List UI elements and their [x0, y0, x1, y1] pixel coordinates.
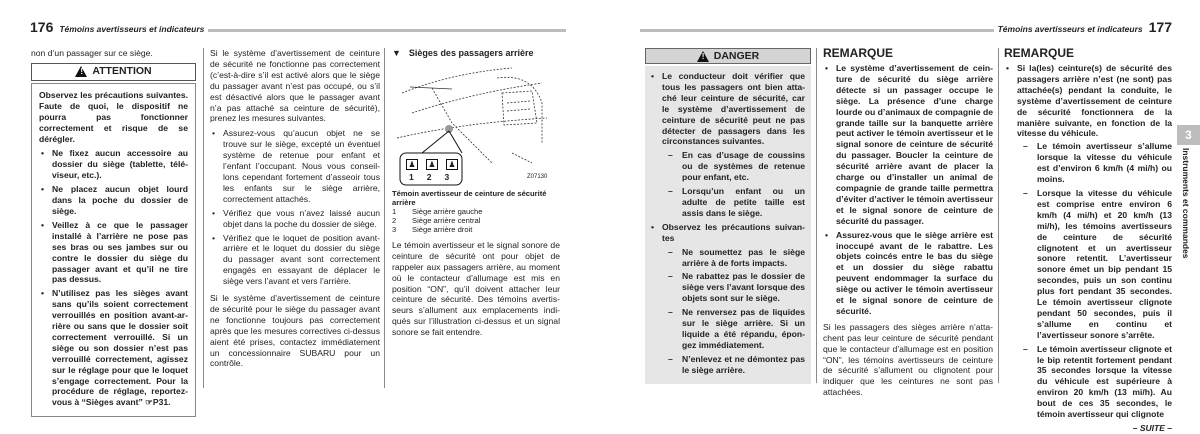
legend-item: 3 Siège arrière droit: [392, 224, 473, 234]
subsection-heading: [392, 48, 560, 59]
sub-list-item: – N’enlevez et ne démontez pas le siège arrière.: [662, 354, 805, 376]
list-item: • Vérifiez que vous n’avez laissé aucun objet dans la poche du dossier de siège.: [210, 208, 380, 230]
sub-list-item: – Ne rabattez pas le dossier de siège vers l’avant lorsque des objets sont sur le siège.: [662, 271, 805, 304]
sub-list-item: – Lorsque la vitesse du véhicule est comprise entre environ 6 km/h (4 mi/h) et 20 km/h (13 mi/h), les témoins avertisseurs de ceinture de sécurité clignotent et un avertisseur sonore retentit. L’avertisseur sonore émet un bip pendant 15 secondes, puis un son continu plus fort pendant 35 secondes. Le témoin avertisseur clignote pendant 50 secondes, puis il s’allume en continu et l’avertisseur sonore s’arrête.: [1017, 188, 1172, 341]
list-item: • Vérifiez que le loquet de position avant-arrière et le loquet du dossier du siège du passager avant sont correctement engagés en essayant de déplacer le siège vers l’avant et vers l’arrière.: [210, 233, 380, 288]
danger-header: [645, 48, 811, 64]
list-item: • N’utilisez pas les sièges avant sans qu’ils soient correctement verrouillés en position avant-arrière ou sans que le dossier soit correctement verrouillé. Si un siège ou son dossier n’est pas verrouillé correctement, agissez sur le réglage pour que le loquet s’engage correctement. Pour la procédure de réglage, reportez-vous à “Sièges avant” ☞P31.: [39, 288, 188, 408]
danger-label: DANGER: [713, 49, 760, 62]
warning-icon: !: [697, 51, 709, 62]
legend-item: 2 Siège arrière central: [392, 215, 481, 225]
list-item: • Assurez-vous qu’aucun objet ne se trouve sur le siège, excepté un éventuel système de retenue pour enfant et l’enfant l’occupant. Nous vous conseillons cependant fortement d’asseoir tous les enfants sur le siège arrière, correctement attachés.: [210, 128, 380, 204]
paragraph: Si les passagers des sièges arrière n’attachent pas leur ceinture de sécurité pendant que le contacteur d’allumage est en position “ON”, les témoins avertisseurs de ceinture de sécurité s’allument ou clignotent pour indiquer que les ceintures ne sont pas attachées.: [823, 321, 993, 398]
warning-icon: !: [75, 66, 87, 77]
intro-text: non d’un passager sur ce siège.: [31, 48, 153, 58]
figure-number: 1: [409, 171, 414, 182]
sub-list-item: – Ne renversez pas de liquides sur le siège arrière. Si un liquide a été répandu, épongez immédiatement.: [662, 307, 805, 351]
column-divider: [384, 48, 385, 388]
heading-text: Sièges des passagers arrière: [408, 48, 534, 58]
danger-body: [645, 66, 811, 384]
right-column-1: [645, 48, 811, 384]
paragraph: Si le système d’avertissement de ceinture de sécurité ne fonctionne pas correctement (c’est-à-dire s’il est activé alors que le siège du passager avant n’est pas occupé, ou s’il est désactivé alors que le passager avant n’a pas attaché sa ceinture de sécurité), prenez les mesures suivantes.: [210, 48, 380, 124]
sub-list-item: – En cas d’usage de coussins ou de systèmes de retenue pour enfant, etc.: [662, 150, 805, 183]
list-item: • Veillez à ce que le passager installé à l’arrière ne pose pas ses bras ou ses jambes sur ou contre le dossier du siège du passager avant et qu’il ne tire pas dessus.: [39, 220, 188, 285]
figure-legend: [392, 207, 560, 234]
section-title: Témoins avertisseurs et indicateurs: [997, 24, 1143, 34]
page-header-left: [30, 18, 208, 34]
seatbelt-icon-2: ♟: [426, 159, 438, 170]
list-item: • Le système d’avertissement de ceinture de sécurité du siège arrière détecte si un passager occupe le siège. La présence d’une charge lourde ou d’animaux de compagnie de grande taille sur la banquette arrière peut activer le témoin avertisseur et le signal sonore de ceinture de sécurité du passager. Boucler la ceinture de sécurité arrière avant de placer la charge ou d’installer un animal de compagnie de grande taille permettra d’éviter d’activer le témoin avertisseur et le signal sonore de ceinture de sécurité du passager.: [823, 63, 993, 227]
paragraph: Le témoin avertisseur et le signal sonore de ceinture de sécurité ont pour objet de rappeler aux passagers arrière, au moment où le contacteur d’allumage est mis en position “ON”, qu’il doivent attacher leur ceinture de sécurité. Des témoins avertisseurs s’allument aux emplacements indiqués sur l’illustration ci-dessus et un signal sonore se fait entendre.: [392, 239, 560, 338]
page-number: 176: [30, 19, 54, 35]
chapter-tab[interactable]: [1177, 125, 1200, 145]
remark-heading: REMARQUE: [1004, 46, 1075, 60]
section-title: Témoins avertisseurs et indicateurs: [59, 24, 205, 34]
list-item: • Si la(les) ceinture(s) de sécurité des passagers arrière n’est (ne sont) pas attachée(s) pendant la conduite, le système d’avertissement de ceinture de sécurité fonctionnera de la manière suivante, en fonction de la vitesse du véhicule. – Le témoin avertisseur s’allume lorsque la vitesse du véhicule est d’environ 6 km/h (4 mi/h) ou moins. – Lorsque la vitesse du véhicule est comprise entre environ 6 km/h (4 mi/h) et 20 km/h (13 mi/h), les témoins avertisseurs de ceinture de sécurité clignotent et un avertisseur sonore retentit. L’avertisseur sonore émet un bip pendant 15 secondes, puis un son continu plus fort pendant 35 secondes. Le témoin avertisseur clignote pendant 50 secondes, puis il s’allume en continu et l’avertisseur sonore s’arrête. – Le témoin avertisseur clignote et le bip retentit fortement pendant 35 secondes lorsque la vitesse du véhicule est supérieure à environ 20 km/h (13 mi/h). Au bout de ces 35 secondes, le témoin avertisseur qui clignote: [1004, 63, 1172, 420]
chapter-label: Instruments et commandes: [1181, 148, 1191, 259]
column-divider: [203, 48, 204, 388]
continued-label: – SUITE –: [1132, 423, 1172, 433]
left-column-2: [210, 48, 380, 373]
list-item: • Ne placez aucun objet lourd dans la poche du dossier de siège.: [39, 184, 188, 217]
page-number: 177: [1148, 19, 1172, 35]
rear-seatbelt-figure: [392, 63, 557, 187]
sub-list-item: – Ne soumettez pas le siège arrière à de forts impacts.: [662, 247, 805, 269]
list-item: • Observez les précautions suivantes – Ne soumettez pas le siège arrière à de forts impacts. – Ne rabattez pas le dossier de siège vers l’avant lorsque des objets sont sur le siège. – Ne renversez pas de liquides sur le siège arrière. Si un liquide a été répandu, épongez immédiatement. – N’enlevez et ne démontez pas le siège arrière.: [649, 222, 805, 376]
list-item: • Le conducteur doit vérifier que tous les passagers ont bien attaché leur ceinture de sécurité, car le système d’avertissement de ceinture de sécurité peut ne pas détecter de passagers dans les circonstances suivantes. – En cas d’usage de coussins ou de systèmes de retenue pour enfant, etc. – Lorsqu’un enfant ou un adulte de petite taille est assis dans le siège.: [649, 71, 805, 219]
sub-list-item: – Le témoin avertisseur s’allume lorsque la vitesse du véhicule est d’environ 6 km/h (4 mi/h) ou moins.: [1017, 141, 1172, 185]
chapter-number: 3: [1185, 128, 1192, 142]
legend-item: 1 Siège arrière gauche: [392, 206, 483, 216]
seatbelt-icon-3: ♟: [446, 159, 458, 170]
figure-numbers: [409, 172, 449, 182]
figure-code: Z07130: [527, 173, 548, 180]
left-column-1: [31, 48, 196, 417]
sub-list-item: – Lorsqu’un enfant ou un adulte de petite taille est assis dans le siège.: [662, 186, 805, 219]
right-column-2: [823, 46, 993, 402]
right-column-3: [1004, 46, 1172, 434]
left-column-3: [392, 48, 560, 342]
figure-number: 3: [444, 171, 450, 182]
attention-label: ATTENTION: [92, 65, 152, 78]
column-divider: [998, 48, 999, 383]
figure-number: 2: [426, 171, 432, 182]
remark-heading: REMARQUE: [823, 46, 894, 60]
triangle-down-icon: ▼: [392, 48, 401, 58]
seatbelt-icon-1: ♟: [406, 159, 418, 170]
attention-body: [31, 83, 196, 417]
paragraph: Si le système d’avertissement de ceinture de sécurité pour le siège du passager avant ne fonctionne toujours pas correctement après que les mesures correctives ci-dessus aient été prises, contactez immédiatement un concessionnaire SUBARU pour un contrôle.: [210, 293, 380, 369]
sub-list-item: – Le témoin avertisseur clignote et le bip retentit fortement pendant 35 secondes lorsque la vitesse du véhicule est supérieure à environ 20 km/h (13 mi/h). Au bout de ces 35 secondes, le témoin avertisseur qui clignote: [1017, 344, 1172, 420]
page-header-right: [994, 18, 1172, 34]
indicator-icons: [406, 159, 458, 170]
list-item: • Ne fixez aucun accessoire au dossier du siège (tablette, téléviseur, etc.).: [39, 148, 188, 181]
figure-caption: Témoin avertisseur de ceinture de sécurité arrière: [392, 188, 547, 207]
list-item: • Assurez-vous que le siège arrière est inoccupé avant de le rabattre. Les objets coincés entre le bas du siège et un dossier du siège rabattu peuvent endommager la surface du siège ou activer le témoin avertisseur et le signal sonore de ceinture de sécurité.: [823, 230, 993, 317]
column-divider: [816, 48, 817, 383]
attention-intro: Observez les précautions suivantes. Faute de quoi, le dispositif ne pourra pas fonctionner correctement et risque de se dérégler.: [39, 89, 188, 144]
attention-header: [31, 63, 196, 81]
